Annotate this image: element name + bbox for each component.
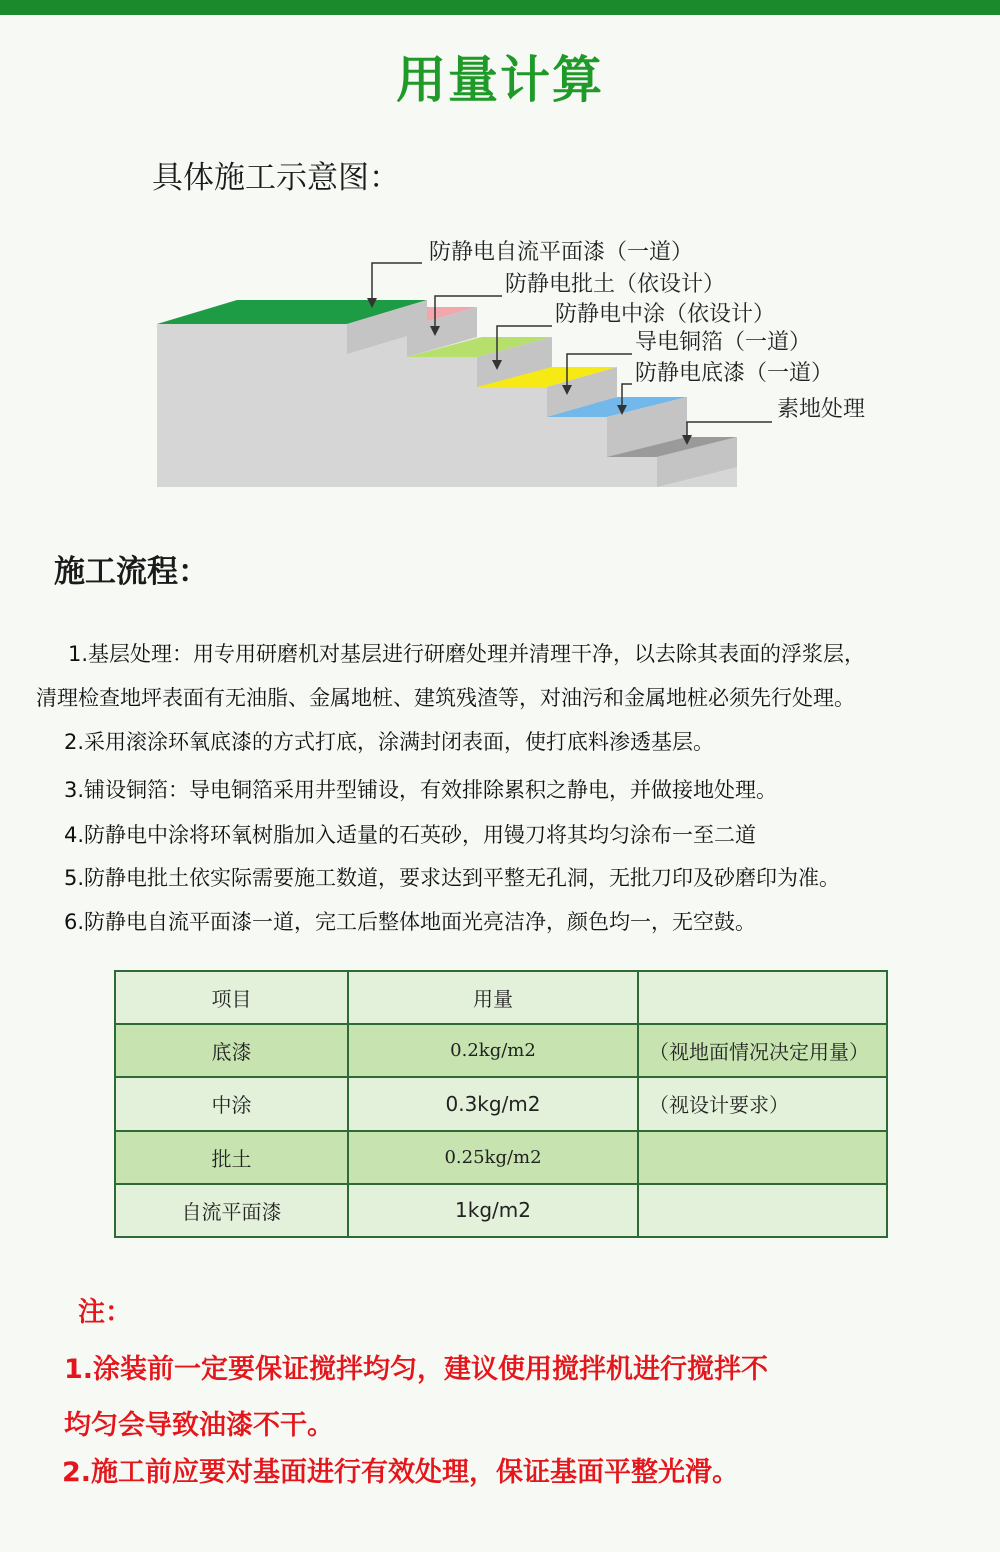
row-item: 批土: [115, 1131, 348, 1184]
header-note: [638, 971, 887, 1024]
substrate-face: [157, 457, 737, 487]
page-title: 用量计算: [396, 51, 604, 109]
table-header-row: [115, 971, 887, 1024]
row-amount: 0.3kg/m2: [348, 1077, 638, 1130]
note-line-1: 1.涂装前一定要保证搅拌均匀，建议使用搅拌机进行搅拌不: [64, 1354, 769, 1385]
note-line-2: 均匀会导致油漆不干。: [64, 1410, 334, 1441]
row-amount: 0.2kg/m2: [348, 1024, 638, 1077]
row-item: 中涂: [115, 1077, 348, 1130]
label-primer: 防静电底漆（一道）: [635, 361, 834, 386]
primer-face: [157, 417, 607, 457]
row-item: 底漆: [115, 1024, 348, 1077]
table-row: [115, 1024, 887, 1077]
layer-diagram: [157, 232, 882, 488]
note-title: 注：: [78, 1297, 132, 1328]
layer-diagram-svg: [157, 232, 882, 488]
leader-line-substrate: [687, 422, 772, 439]
label-topcoat: 防静电自流平面漆（一道）: [429, 240, 694, 265]
copper-face: [157, 387, 547, 417]
label-middle: 防静电中涂（依设计）: [555, 302, 776, 327]
row-note: （视设计要求）: [638, 1077, 887, 1130]
step-3: 3.铺设铜箔：导电铜箔采用井型铺设，有效排除累积之静电，并做接地处理。: [64, 778, 778, 802]
row-item: 自流平面漆: [115, 1184, 348, 1237]
diagram-heading: 具体施工示意图：: [152, 160, 400, 196]
table-row: [115, 1077, 887, 1130]
label-substrate: 素地处理: [777, 397, 866, 422]
note-line-3: 2.施工前应要对基面进行有效处理，保证基面平整光滑。: [62, 1457, 740, 1488]
leader-line-topcoat: [372, 263, 422, 302]
row-note: [638, 1131, 887, 1184]
top-accent-bar: [0, 0, 1000, 15]
step-1-continued: 清理检查地坪表面有无油脂、金属地桩、建筑残渣等，对油污和金属地桩必须先行处理。: [36, 686, 855, 710]
step-1: 1.基层处理：用专用研磨机对基层进行研磨处理并清理干净，以去除其表面的浮浆层，: [68, 642, 866, 666]
step-4: 4.防静电中涂将环氧树脂加入适量的石英砂，用镘刀将其均匀涂布一至二道: [64, 823, 757, 847]
label-putty: 防静电批土（依设计）: [505, 272, 726, 297]
label-copper: 导电铜箔（一道）: [635, 330, 812, 355]
step-6: 6.防静电自流平面漆一道，完工后整体地面光亮洁净，颜色均一，无空鼓。: [64, 910, 757, 934]
row-amount: 1kg/m2: [348, 1184, 638, 1237]
middle-face: [157, 357, 477, 387]
table-row: [115, 1131, 887, 1184]
header-amount: 用量: [348, 971, 638, 1024]
row-note: [638, 1184, 887, 1237]
step-2: 2.采用滚涂环氧底漆的方式打底，涂满封闭表面，使打底料渗透基层。: [64, 730, 715, 754]
usage-table: [114, 970, 888, 1238]
row-note: （视地面情况决定用量）: [638, 1024, 887, 1077]
header-item: 项目: [115, 971, 348, 1024]
topcoat-face: [157, 324, 347, 354]
row-amount: 0.25kg/m2: [348, 1131, 638, 1184]
step-5: 5.防静电批土依实际需要施工数道，要求达到平整无孔洞，无批刀印及砂磨印为准。: [64, 866, 841, 890]
process-heading: 施工流程：: [54, 554, 209, 590]
table-row: [115, 1184, 887, 1237]
